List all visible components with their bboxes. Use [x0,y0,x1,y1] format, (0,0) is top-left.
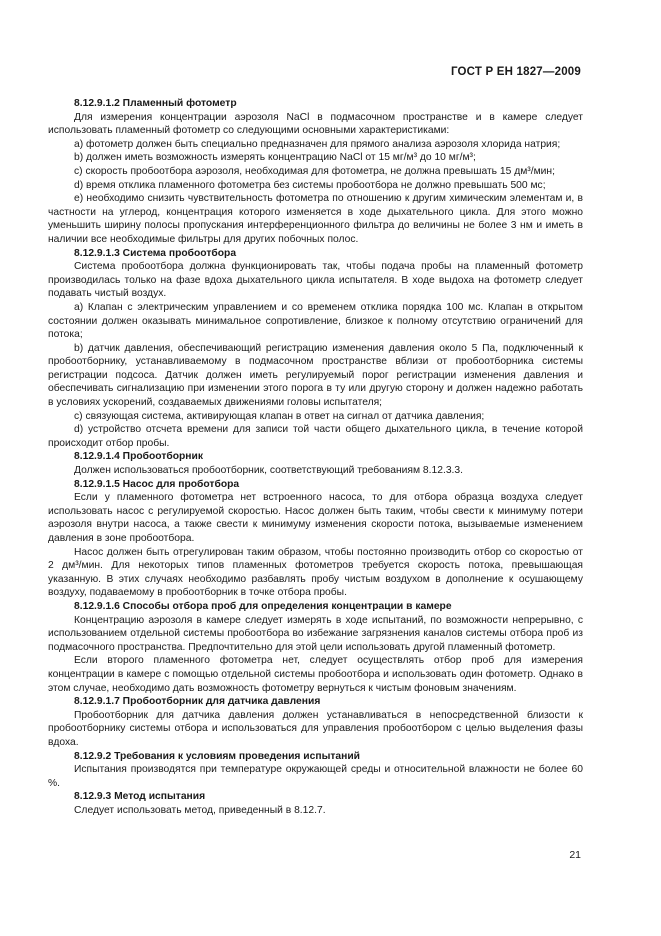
paragraph: Следует использовать метод, приведенный в 8.12.7. [74,804,326,816]
list-item: а) фотометр должен быть специально предназначен для прямого анализа аэрозоля хлорида натрия; [74,138,561,150]
paragraph: Если у пламенного фотометра нет встроенного насоса, то для отбора образца воздуха следует использовать насос с регулируемой скоростью. Насос должен быть таким, чтобы свести к минимуму потери аэрозоля внутри насоса, а также свести к минимуму изменения скорости потока, вызываемые изменением давления в зоне пробоотбора. [48,492,583,544]
paragraph: Концентрацию аэрозоля в камере следует измерять в ходе испытаний, по возможности непрерывно, с использованием отдельной системы пробоотбора во избежание загрязнения каналов системы отбора проб из подмасочного пространства. Предпочтительно для этой цели использовать другой пламенный фотометр. [48,614,583,653]
list-item: с) связующая система, активирующая клапан в ответ на сигнал от датчика давления; [74,410,485,422]
section-heading: 8.12.9.1.6 Способы отбора проб для определения концентрации в камере [74,600,452,612]
paragraph: Насос должен быть отрегулирован таким образом, чтобы постоянно производить отбор со скоростью от 2 дм³/мин. Для некоторых типов пламенных фотометров требуется скорость потока, превышающая указанную. В этих случаях необходимо разбавлять пробу чистым воздухом в дополнение к осушающему воздуху, подаваемому в пробоотборник в точке отбора пробы. [48,546,583,599]
list-item: d) устройство отсчета времени для записи той части общего дыхательного цикла, в течение которой происходит отбор пробы. [48,424,583,449]
page-number: 21 [569,849,581,861]
section-heading: 8.12.9.1.2 Пламенный фотометр [74,98,237,109]
list-item: b) должен иметь возможность измерять концентрацию NaCl от 15 мг/м³ до 10 мг/м³; [74,152,476,164]
list-item: е) необходимо снизить чувствительность фотометра по отношению к другим химическим элементам и, в частности на углерод, концентрация которого изменяется в ходе дыхательного цикла. Для этого можно уменьшить ширину полосы пропускания интерференционного фильтра до величины не более 3 нм и иметь в наличии все необходимые фильтры для других побочных полос. [48,193,583,245]
section-heading: 8.12.9.1.5 Насос для проботбора [74,478,240,490]
paragraph: Система пробоотбора должна функционировать так, чтобы подача пробы на пламенный фотометр производилась только на фазе вдоха дыхательного цикла испытателя. В ходе выдоха на фотометр следует подавать чистый воздух. [48,261,583,300]
paragraph: Пробоотборник для датчика давления должен устанавливаться в непосредственной близости к пробоотборнику системы отбора и использоваться для управления пробоотбором с целью выделения фазы вдоха. [48,709,583,748]
paragraph: Если второго пламенного фотометра нет, следует осуществлять отбор проб для измерения концентрации в камере с помощью отдельной системы пробоотбора и использовать один фотометр. Однако в этом случае, необходимо дать возможность фотометру вернуться к чистым фоновым значениям. [48,655,583,694]
document-header: ГОСТ Р ЕН 1827—2009 [450,66,581,78]
list-item: а) Клапан с электрическим управлением и со временем отклика порядка 100 мс. Клапан в открытом состоянии должен оказывать минимальное сопротивление, близкое к полному отсутствию ограничений для потока; [48,301,583,341]
section-heading: 8.12.9.2 Требования к условиям проведения испытаний [74,750,361,762]
section-heading: 8.12.9.3 Метод испытания [74,791,206,803]
paragraph: Должен использоваться пробоотборник, соответствующий требованиям 8.12.3.3. [74,465,463,477]
paragraph: Испытания производятся при температуре окружающей среды и относительной влажности не более 60 %. [48,764,583,789]
list-item: с) скорость пробоотбора аэрозоля, необходимая для фотометра, не должна превышать 15 дм³/мин; [74,165,555,177]
paragraph: Для измерения концентрации аэрозоля NaCl в подмасочном пространстве и в камере следует использовать пламенный фотометр со следующими основными характеристиками: [48,111,583,137]
section-heading: 8.12.9.1.7 Пробоотборник для датчика давления [74,696,321,708]
document-body [48,97,583,817]
list-item: d) время отклика пламенного фотометра без системы пробоотбора не должно превышать 500 мс; [74,179,546,191]
section-heading: 8.12.9.1.3 Система пробоотбора [74,247,237,259]
section-heading: 8.12.9.1.4 Пробоотборник [74,451,204,463]
list-item: b) датчик давления, обеспечивающий регистрацию изменения давления около 5 Па, подключенный к пробоотборнику, устанавливаемому в подмасочном пространстве вблизи от пробоотборника системы регистрации подсоса. Датчик должен иметь регулируемый порог регистрации изменения давления и обеспечивать сигнализацию при изменении этого порога в ту или другую сторону и должен надежно работать в условиях ускорений, создаваемых движениями головы испытателя; [48,342,583,409]
